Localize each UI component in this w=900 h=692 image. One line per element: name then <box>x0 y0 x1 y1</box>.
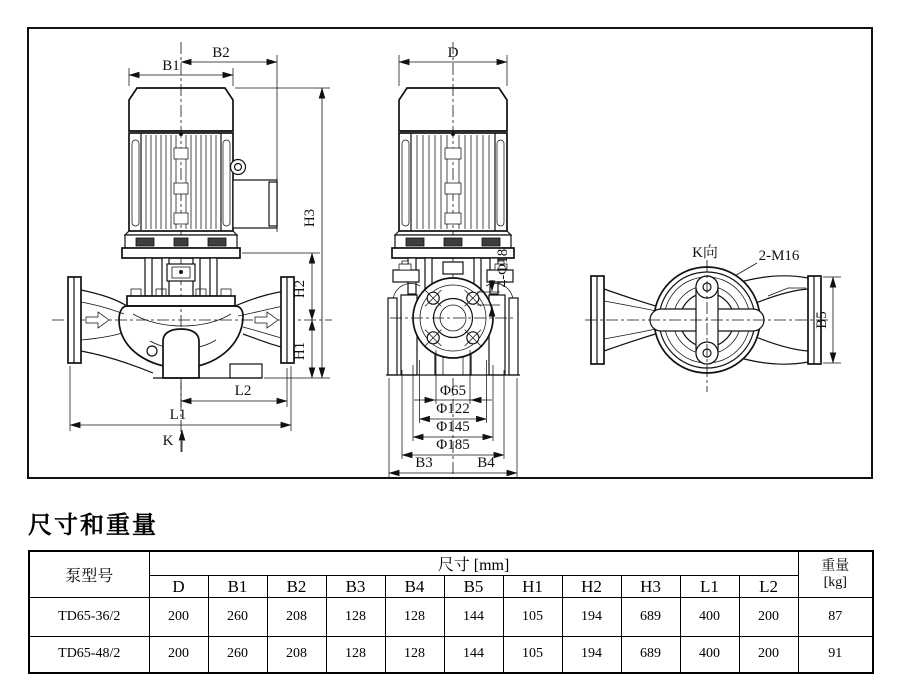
value-cell: 105 <box>503 637 562 673</box>
value-cell: 400 <box>680 637 739 673</box>
value-cell: 200 <box>739 637 798 673</box>
dim-b4: B4 <box>477 455 495 471</box>
value-cell: 400 <box>680 598 739 637</box>
table-row <box>29 637 873 673</box>
value-cell: 208 <box>267 598 326 637</box>
col-header-h3: H3 <box>621 576 680 598</box>
model-cell: TD65-36/2 <box>29 598 149 637</box>
dim-b2: B2 <box>212 45 230 61</box>
thread-callout: 2-M16 <box>758 248 800 264</box>
dim-dia185: Φ185 <box>436 437 470 453</box>
value-cell: 144 <box>444 598 503 637</box>
value-cell: 200 <box>149 637 208 673</box>
col-header-dims: 尺寸 [mm] <box>149 551 798 576</box>
dimensions-table <box>28 550 874 674</box>
col-header-weight <box>798 551 873 598</box>
dim-b1: B1 <box>162 58 180 74</box>
flow-arrow-in <box>86 312 109 328</box>
dim-dia145: Φ145 <box>436 419 470 435</box>
col-header-b5: B5 <box>444 576 503 598</box>
dim-dia122: Φ122 <box>436 401 470 417</box>
flow-arrow-out <box>255 312 278 328</box>
dim-dia65: Φ65 <box>440 383 466 399</box>
weight-cell: 87 <box>798 598 873 637</box>
dim-h2: H2 <box>292 279 308 299</box>
col-header-l2: L2 <box>739 576 798 598</box>
lifting-eye <box>231 160 246 175</box>
weight-label: 重量 <box>821 558 850 574</box>
value-cell: 128 <box>385 637 444 673</box>
value-cell: 144 <box>444 637 503 673</box>
view-direction-label: K向 <box>692 245 718 261</box>
side-view <box>52 42 332 452</box>
dim-l2: L2 <box>234 383 252 399</box>
dim-b5: B5 <box>814 311 830 329</box>
value-cell: 128 <box>326 598 385 637</box>
model-cell: TD65-48/2 <box>29 637 149 673</box>
terminal-box <box>233 180 277 228</box>
col-header-d: D <box>149 576 208 598</box>
dim-header-row <box>29 576 873 598</box>
col-header-b3: B3 <box>326 576 385 598</box>
value-cell: 128 <box>326 637 385 673</box>
value-cell: 194 <box>562 637 621 673</box>
value-cell: 260 <box>208 637 267 673</box>
col-header-h1: H1 <box>503 576 562 598</box>
col-header-b1: B1 <box>208 576 267 598</box>
value-cell: 200 <box>149 598 208 637</box>
dim-b3: B3 <box>415 455 433 471</box>
value-cell: 105 <box>503 598 562 637</box>
value-cell: 689 <box>621 598 680 637</box>
dim-l1: L1 <box>169 407 187 423</box>
dim-k: K <box>162 433 174 449</box>
value-cell: 260 <box>208 598 267 637</box>
suction-flange <box>68 277 81 363</box>
col-header-l1: L1 <box>680 576 739 598</box>
col-header-model: 泵型号 <box>29 551 149 598</box>
value-cell: 689 <box>621 637 680 673</box>
value-cell: 128 <box>385 598 444 637</box>
section-title: 尺寸和重量 <box>28 512 158 539</box>
dim-4xd18: 4-Φ18 <box>495 248 511 288</box>
value-cell: 208 <box>267 637 326 673</box>
value-cell: 194 <box>562 598 621 637</box>
top-view <box>585 244 841 392</box>
weight-unit: [kg] <box>823 574 847 590</box>
weight-cell: 91 <box>798 637 873 673</box>
col-header-b2: B2 <box>267 576 326 598</box>
dim-h1: H1 <box>292 341 308 361</box>
dim-h3: H3 <box>302 208 318 228</box>
value-cell: 200 <box>739 598 798 637</box>
front-view <box>386 42 520 477</box>
col-header-b4: B4 <box>385 576 444 598</box>
col-header-h2: H2 <box>562 576 621 598</box>
table-row <box>29 598 873 637</box>
dim-d: D <box>447 45 459 61</box>
